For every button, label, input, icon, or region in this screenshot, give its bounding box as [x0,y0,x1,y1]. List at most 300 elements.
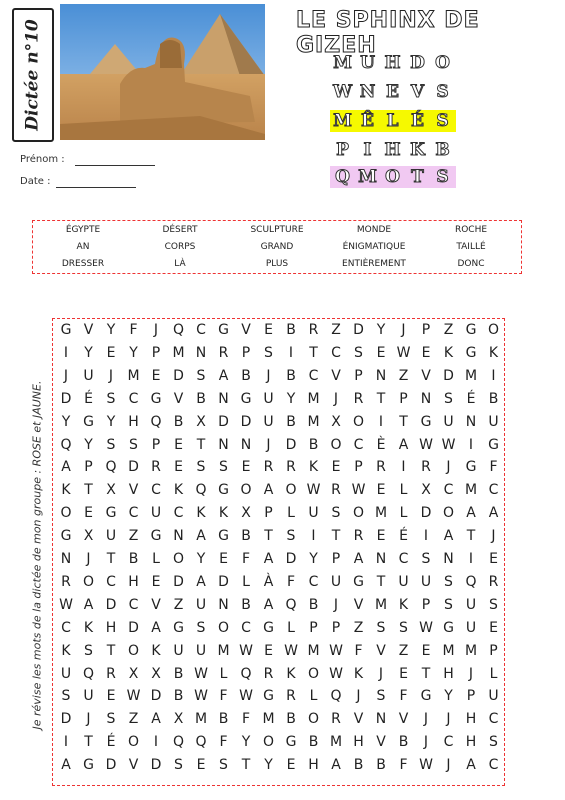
grid-letter[interactable]: É [84,390,93,407]
grid-letter[interactable]: F [219,734,228,751]
grid-letter[interactable]: Y [84,344,93,361]
grid-letter[interactable]: Q [82,665,95,682]
grid-letter[interactable]: I [423,528,429,545]
grid-letter[interactable]: T [84,734,93,751]
grid-letter[interactable]: C [398,551,409,567]
grid-letter[interactable]: B [308,734,319,751]
grid-letter[interactable]: B [173,688,184,705]
grid-letter[interactable]: D [218,413,229,430]
grid-letter[interactable]: G [488,436,499,453]
grid-letter[interactable]: H [128,573,139,590]
grid-letter[interactable]: C [331,344,341,361]
grid-letter[interactable]: D [105,757,117,774]
grid-letter[interactable]: T [466,528,476,545]
grid-letter[interactable]: I [153,734,159,751]
grid-letter[interactable]: V [398,711,409,728]
grid-letter[interactable]: B [353,757,364,774]
grid-letter[interactable]: O [442,505,455,522]
grid-letter[interactable]: N [375,367,387,384]
grid-letter[interactable]: I [401,459,406,476]
grid-letter[interactable]: V [331,367,341,384]
grid-letter[interactable]: A [218,367,229,384]
grid-letter[interactable]: N [195,344,207,361]
grid-letter[interactable]: A [196,573,206,590]
grid-letter[interactable]: G [173,619,184,636]
grid-letter[interactable]: Z [398,367,409,384]
grid-letter[interactable]: W [284,642,298,659]
grid-letter[interactable]: E [151,367,161,384]
grid-letter[interactable]: E [106,688,116,705]
grid-letter[interactable]: H [128,413,139,430]
grid-letter[interactable]: S [399,619,408,636]
grid-letter[interactable]: U [263,390,274,407]
grid-letter[interactable]: E [151,573,161,590]
grid-letter[interactable]: S [129,436,138,453]
grid-letter[interactable]: Q [60,436,72,453]
grid-letter[interactable]: Q [195,482,207,499]
grid-letter[interactable]: V [353,596,364,613]
grid-letter[interactable]: U [443,413,454,430]
grid-letter[interactable]: M [442,642,455,659]
grid-letter[interactable]: P [241,344,251,361]
grid-letter[interactable]: T [399,413,408,430]
grid-letter[interactable]: S [421,551,431,567]
grid-letter[interactable]: W [419,757,433,774]
grid-letter[interactable]: C [61,619,71,636]
grid-letter[interactable]: N [443,551,454,567]
grid-letter[interactable]: L [489,665,498,682]
grid-letter[interactable]: J [266,367,271,384]
grid-letter[interactable]: O [307,711,320,728]
grid-letter[interactable]: D [353,322,364,338]
grid-letter[interactable]: L [309,688,318,705]
grid-letter[interactable]: W [329,665,343,682]
grid-letter[interactable]: X [421,482,431,499]
grid-letter[interactable]: K [488,344,499,361]
grid-letter[interactable]: A [466,505,476,522]
grid-letter[interactable]: Y [106,322,116,338]
grid-letter[interactable]: C [488,757,499,774]
grid-letter[interactable]: M [262,711,275,728]
grid-letter[interactable]: Y [264,757,273,774]
grid-letter[interactable]: G [218,482,229,499]
grid-letter[interactable]: W [441,436,456,453]
grid-letter[interactable]: G [420,688,432,705]
grid-letter[interactable]: K [443,344,454,361]
grid-letter[interactable]: O [127,642,140,659]
grid-letter[interactable]: E [196,757,206,774]
grid-letter[interactable]: T [106,642,116,659]
grid-letter[interactable]: O [60,505,72,522]
grid-letter[interactable]: U [330,573,342,590]
grid-letter[interactable]: S [219,459,228,476]
grid-letter[interactable]: I [63,344,69,361]
grid-letter[interactable]: H [443,665,454,682]
grid-letter[interactable]: B [488,390,499,407]
grid-letter[interactable]: P [309,619,318,636]
grid-letter[interactable]: J [468,665,474,682]
grid-letter[interactable]: P [84,459,93,476]
grid-letter[interactable]: A [331,757,341,774]
grid-letter[interactable]: P [399,390,408,407]
grid-letter[interactable]: M [307,413,320,430]
grid-letter[interactable]: W [194,688,208,705]
grid-letter[interactable]: N [465,413,477,430]
grid-letter[interactable]: H [465,711,477,728]
grid-letter[interactable]: E [174,459,183,476]
grid-letter[interactable]: A [353,551,364,567]
grid-letter[interactable]: F [286,573,296,590]
grid-letter[interactable]: L [287,619,295,636]
grid-letter[interactable]: P [421,322,431,338]
grid-letter[interactable]: E [106,344,116,361]
grid-letter[interactable]: X [331,413,341,430]
grid-letter[interactable]: I [468,436,474,453]
grid-letter[interactable]: S [106,711,116,728]
grid-letter[interactable]: W [396,344,411,361]
grid-letter[interactable]: S [174,757,183,774]
grid-letter[interactable]: C [443,482,454,499]
grid-letter[interactable]: W [126,688,141,705]
grid-letter[interactable]: A [151,711,161,728]
grid-letter[interactable]: A [263,596,274,613]
grid-letter[interactable]: D [443,367,454,384]
grid-letter[interactable]: R [353,390,364,407]
grid-letter[interactable]: L [152,551,160,567]
grid-letter[interactable]: T [264,528,273,545]
grid-letter[interactable]: B [308,596,319,613]
grid-letter[interactable]: G [60,528,72,545]
grid-letter[interactable]: N [60,551,72,567]
grid-letter[interactable]: F [129,322,138,338]
grid-letter[interactable]: X [241,505,251,522]
grid-letter[interactable]: S [196,367,206,384]
grid-letter[interactable]: G [465,322,477,338]
grid-letter[interactable]: L [399,505,408,522]
grid-letter[interactable]: K [196,505,206,522]
grid-letter[interactable]: D [173,573,184,590]
grid-letter[interactable]: A [263,482,274,499]
grid-letter[interactable]: J [401,322,406,338]
grid-letter[interactable]: Z [128,711,139,728]
grid-letter[interactable]: Y [376,322,386,338]
grid-letter[interactable]: T [331,528,341,545]
grid-letter[interactable]: V [173,390,184,407]
grid-letter[interactable]: S [376,688,386,705]
grid-letter[interactable]: U [308,505,319,522]
grid-letter[interactable]: G [83,413,94,430]
grid-letter[interactable]: E [286,757,296,774]
grid-letter[interactable]: D [218,573,229,590]
grid-letter[interactable]: C [151,482,161,499]
grid-letter[interactable]: R [218,344,229,361]
grid-letter[interactable]: G [60,322,72,338]
grid-letter[interactable]: M [329,734,343,751]
grid-letter[interactable]: A [263,551,274,567]
grid-letter[interactable]: B [376,757,386,774]
grid-letter[interactable]: K [308,459,319,476]
grid-letter[interactable]: C [128,505,139,522]
grid-letter[interactable]: S [444,573,453,590]
grid-letter[interactable]: Q [172,322,185,338]
grid-letter[interactable]: K [173,482,184,499]
grid-letter[interactable]: C [443,734,454,751]
grid-letter[interactable]: Q [465,573,477,590]
grid-letter[interactable]: X [173,711,184,728]
grid-letter[interactable]: Y [309,551,318,567]
grid-letter[interactable]: R [263,459,274,476]
grid-letter[interactable]: E [219,551,228,567]
grid-letter[interactable]: L [242,573,250,590]
grid-letter[interactable]: B [241,367,251,384]
grid-letter[interactable]: J [333,596,339,613]
grid-letter[interactable]: K [286,665,296,682]
grid-letter[interactable]: G [465,344,477,361]
grid-letter[interactable]: G [218,528,229,545]
grid-letter[interactable]: S [106,436,116,453]
grid-letter[interactable]: D [60,711,72,728]
grid-letter[interactable]: Q [105,459,117,476]
grid-letter[interactable]: G [443,619,454,636]
grid-letter[interactable]: Y [444,688,453,705]
grid-letter[interactable]: F [399,757,408,774]
grid-letter[interactable]: S [196,459,206,476]
grid-letter[interactable]: R [331,711,341,728]
grid-letter[interactable]: L [219,665,228,682]
grid-letter[interactable]: J [108,367,114,384]
grid-letter[interactable]: G [353,573,364,590]
grid-letter[interactable]: M [464,367,478,384]
grid-letter[interactable]: U [398,573,409,590]
grid-letter[interactable]: S [61,688,71,705]
grid-letter[interactable]: W [419,619,433,636]
grid-letter[interactable]: Q [150,413,162,430]
grid-letter[interactable]: I [491,367,496,384]
grid-letter[interactable]: N [218,436,229,453]
grid-letter[interactable]: C [308,573,319,590]
grid-letter[interactable]: H [465,734,477,751]
grid-letter[interactable]: R [488,573,499,590]
grid-letter[interactable]: A [196,528,206,545]
grid-letter[interactable]: X [196,413,206,430]
grid-letter[interactable]: R [286,688,296,705]
grid-letter[interactable]: U [420,573,432,590]
grid-letter[interactable]: O [82,573,95,590]
grid-letter[interactable]: A [443,528,454,545]
grid-letter[interactable]: V [151,596,161,613]
date-field[interactable] [56,186,136,188]
grid-letter[interactable]: P [151,436,161,453]
grid-letter[interactable]: D [173,367,184,384]
grid-letter[interactable]: M [374,596,388,613]
grid-letter[interactable]: T [421,665,431,682]
grid-letter[interactable]: S [489,734,498,751]
grid-letter[interactable]: D [240,413,252,430]
grid-letter[interactable]: W [329,642,343,659]
grid-letter[interactable]: R [61,573,71,590]
grid-letter[interactable]: R [106,665,116,682]
grid-letter[interactable]: J [333,390,339,407]
grid-letter[interactable]: A [83,596,94,613]
grid-letter[interactable]: G [263,619,274,636]
grid-letter[interactable]: I [63,734,69,751]
grid-letter[interactable]: R [376,459,386,476]
grid-letter[interactable]: O [217,619,230,636]
grid-letter[interactable]: U [195,596,207,613]
grid-letter[interactable]: F [241,711,251,728]
grid-letter[interactable]: J [446,711,451,728]
grid-letter[interactable]: U [465,619,477,636]
grid-letter[interactable]: L [287,505,295,522]
grid-letter[interactable]: J [63,367,69,384]
grid-letter[interactable]: X [151,665,161,682]
grid-letter[interactable]: Q [285,596,297,613]
grid-letter[interactable]: Q [195,734,207,751]
grid-letter[interactable]: E [241,459,251,476]
grid-letter[interactable]: E [264,642,273,659]
grid-letter[interactable]: B [173,665,184,682]
grid-letter[interactable]: V [241,322,251,338]
grid-letter[interactable]: B [241,528,251,545]
grid-letter[interactable]: O [352,505,365,522]
grid-letter[interactable]: T [106,551,116,567]
grid-letter[interactable]: C [488,711,499,728]
grid-letter[interactable]: P [354,459,363,476]
grid-letter[interactable]: B [241,596,251,613]
grid-letter[interactable]: Z [353,619,364,636]
grid-letter[interactable]: G [420,413,432,430]
grid-letter[interactable]: S [219,757,228,774]
grid-letter[interactable]: C [488,482,499,499]
grid-letter[interactable]: S [444,596,453,613]
grid-letter[interactable]: Q [240,665,252,682]
grid-letter[interactable]: S [196,619,206,636]
grid-letter[interactable]: T [376,390,386,407]
grid-letter[interactable]: D [285,551,297,567]
grid-letter[interactable]: V [128,482,139,499]
grid-letter[interactable]: V [376,734,386,751]
grid-letter[interactable]: G [150,528,162,545]
grid-letter[interactable]: R [331,482,341,499]
grid-letter[interactable]: K [61,482,71,499]
grid-letter[interactable]: G [465,459,477,476]
grid-letter[interactable]: E [376,528,386,545]
grid-letter[interactable]: E [376,482,386,499]
grid-letter[interactable]: U [263,413,274,430]
grid-letter[interactable]: F [354,642,363,659]
grid-letter[interactable]: A [61,459,71,476]
grid-letter[interactable]: H [353,734,364,751]
grid-letter[interactable]: O [352,413,365,430]
grid-letter[interactable]: D [60,390,72,407]
grid-letter[interactable]: K [151,642,161,659]
grid-letter[interactable]: M [464,482,478,499]
grid-letter[interactable]: Z [128,528,139,545]
grid-letter[interactable]: W [194,665,208,682]
grid-letter[interactable]: B [308,436,319,453]
grid-letter[interactable]: W [59,596,73,613]
grid-letter[interactable]: B [286,367,296,384]
grid-letter[interactable]: Z [398,642,409,659]
grid-letter[interactable]: U [173,642,184,659]
grid-letter[interactable]: N [218,390,229,407]
grid-letter[interactable]: A [151,619,161,636]
grid-letter[interactable]: F [489,459,498,476]
grid-letter[interactable]: U [83,688,94,705]
grid-letter[interactable]: V [353,711,364,728]
grid-letter[interactable]: O [285,482,297,499]
grid-letter[interactable]: N [218,596,229,613]
grid-letter[interactable]: J [356,688,361,705]
grid-letter[interactable]: E [376,344,386,361]
grid-letter[interactable]: M [194,711,208,728]
grid-letter[interactable]: É [399,528,408,545]
grid-letter[interactable]: P [354,367,363,384]
grid-letter[interactable]: T [84,482,93,499]
grid-letter[interactable]: D [128,619,139,636]
grid-letter[interactable]: S [264,344,273,361]
grid-letter[interactable]: K [83,619,94,636]
grid-letter[interactable]: Y [196,551,206,567]
grid-letter[interactable]: Y [129,344,138,361]
grid-letter[interactable]: É [466,390,476,407]
grid-letter[interactable]: Q [330,688,342,705]
grid-letter[interactable]: C [106,573,116,590]
grid-letter[interactable]: G [218,322,229,338]
grid-letter[interactable]: V [376,642,386,659]
grid-letter[interactable]: E [264,322,273,338]
grid-letter[interactable]: È [376,436,386,453]
grid-letter[interactable]: K [61,642,71,659]
grid-letter[interactable]: S [106,390,116,407]
grid-letter[interactable]: B [286,413,296,430]
grid-letter[interactable]: J [446,757,451,774]
grid-letter[interactable]: A [398,436,409,453]
grid-letter[interactable]: J [423,734,429,751]
grid-letter[interactable]: M [374,505,388,522]
grid-letter[interactable]: P [466,688,476,705]
grid-letter[interactable]: U [60,665,72,682]
grid-letter[interactable]: V [83,322,94,338]
grid-letter[interactable]: D [128,459,139,476]
grid-letter[interactable]: K [218,505,229,522]
grid-letter[interactable]: O [127,734,140,751]
grid-letter[interactable]: S [84,642,93,659]
grid-letter[interactable]: E [489,551,498,567]
grid-letter[interactable]: P [331,551,341,567]
grid-letter[interactable]: O [487,322,500,338]
grid-letter[interactable]: S [331,505,341,522]
grid-letter[interactable]: U [83,367,94,384]
grid-letter[interactable]: S [354,344,363,361]
grid-letter[interactable]: M [172,344,185,361]
grid-letter[interactable]: T [196,436,206,453]
grid-letter[interactable]: P [264,505,273,522]
grid-letter[interactable]: D [150,688,162,705]
grid-letter[interactable]: C [173,505,184,522]
grid-letter[interactable]: U [488,413,499,430]
grid-letter[interactable]: G [285,734,297,751]
grid-letter[interactable]: T [241,757,251,774]
grid-letter[interactable]: U [150,505,162,522]
grid-letter[interactable]: J [446,459,451,476]
grid-letter[interactable]: A [466,757,476,774]
grid-letter[interactable]: W [419,436,433,453]
grid-letter[interactable]: I [378,413,384,430]
grid-letter[interactable]: N [420,390,432,407]
grid-letter[interactable]: M [307,390,320,407]
grid-letter[interactable]: B [398,734,409,751]
